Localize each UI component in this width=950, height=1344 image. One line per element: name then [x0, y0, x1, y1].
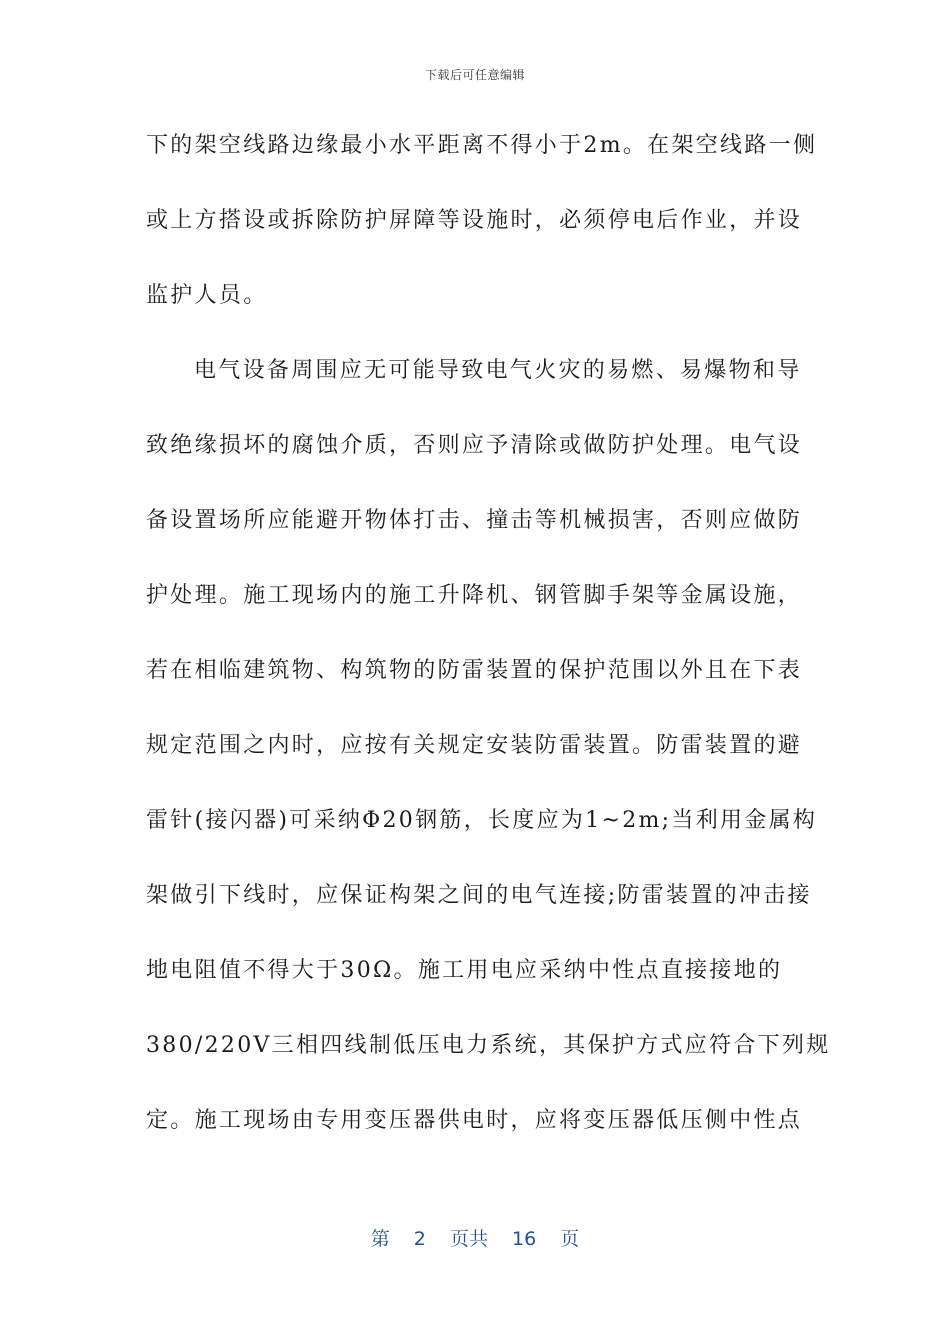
body-line-8: 若在相临建筑物、构筑物的防雷装置的保护范围以外且在下表	[146, 658, 803, 683]
page-header: 下载后可任意编辑	[424, 68, 525, 82]
body-line-10: 雷针(接闪器)可采纳Φ20钢筋，长度应为1~2m;当利用金属构	[146, 808, 818, 833]
body-line-1: 下的架空线路边缘最小水平距离不得小于2m。在架空线路一侧	[146, 133, 818, 158]
body-line-13: 380/220V三相四线制低压电力系统，其保护方式应符合下列规	[146, 1033, 831, 1058]
page-footer	[0, 1224, 950, 1251]
body-line-6: 备设置场所应能避开物体打击、撞击等机械损害，否则应做防	[146, 508, 803, 533]
footer-suffix: 页	[560, 1228, 580, 1250]
footer-total-pages: 16	[512, 1228, 537, 1250]
footer-prefix: 第	[370, 1228, 390, 1250]
body-line-2: 或上方搭设或拆除防护屏障等设施时，必须停电后作业，并设	[146, 208, 803, 233]
body-line-5: 致绝缘损坏的腐蚀介质，否则应予清除或做防护处理。电气设	[146, 433, 803, 458]
body-line-3: 监护人员。	[146, 283, 268, 308]
body-line-4: 电气设备周围应无可能导致电气火灾的易燃、易爆物和导	[194, 358, 802, 383]
body-line-14: 定。施工现场由专用变压器供电时，应将变压器低压侧中性点	[146, 1108, 803, 1133]
body-line-7: 护处理。施工现场内的施工升降机、钢管脚手架等金属设施，	[146, 583, 803, 608]
document-body	[146, 121, 831, 1171]
footer-middle: 页共	[449, 1228, 488, 1250]
body-line-12: 地电阻值不得大于30Ω。施工用电应采纳中性点直接接地的	[146, 958, 783, 983]
footer-page-number: 2	[413, 1228, 426, 1250]
body-line-9: 规定范围之内时，应按有关规定安装防雷装置。防雷装置的避	[146, 733, 803, 758]
body-line-11: 架做引下线时，应保证构架之间的电气连接;防雷装置的冲击接	[146, 883, 812, 908]
